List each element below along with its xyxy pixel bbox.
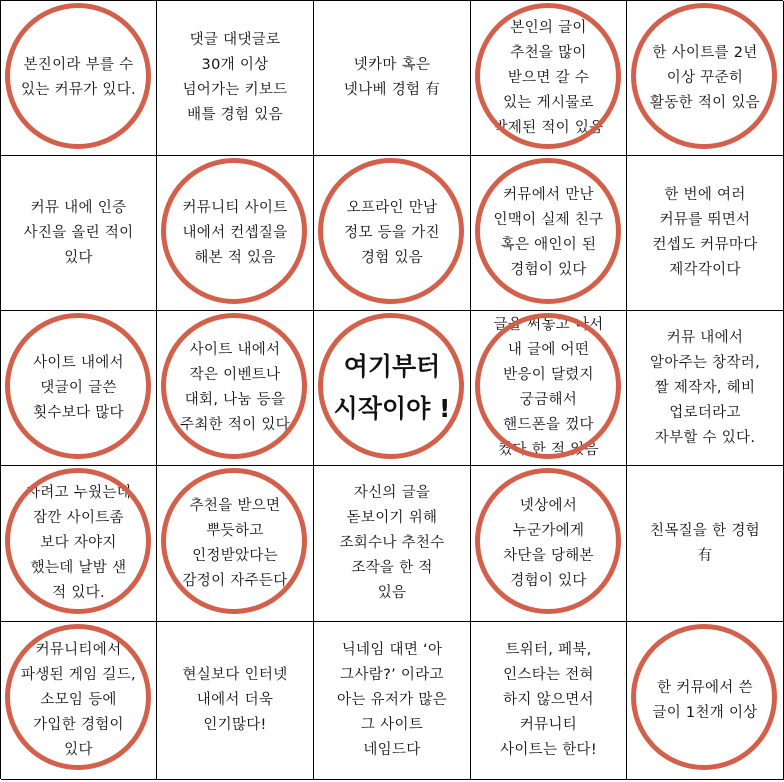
bingo-cell-text: 자려고 누웠는데 잠깐 사이트좀 보다 자야지 했는데 날밤 샌 적 있다. (25, 485, 132, 601)
bingo-cell[interactable] (627, 622, 784, 780)
bingo-cell[interactable] (157, 156, 314, 311)
bingo-cell-text: 글을 써놓고 나서 내 글에 어떤 반응이 달렸지 궁금해서 핸드폰을 껐다 켰다 한 적 있음 (493, 317, 604, 458)
bingo-cell[interactable] (471, 311, 627, 466)
bingo-cell[interactable] (157, 311, 314, 466)
bingo-cell-text: 트위터, 페북, 인스타는 전혀 하지 않으면서 커뮤니티 사이트는 한다! (500, 642, 597, 758)
bingo-cell[interactable] (157, 466, 314, 622)
bingo-cell[interactable] (1, 156, 157, 311)
bingo-cell[interactable] (1, 311, 157, 466)
bingo-cell-text: 닉네임 대면 ‘아 그사람?’ 이라고 아는 유저가 많은 그 사이트 네임드다 (337, 642, 447, 758)
bingo-cell[interactable] (314, 622, 471, 780)
bingo-cell-text: 커뮤니티 사이트 내에서 컨셉질을 해본 적 있음 (182, 199, 288, 266)
bingo-cell[interactable] (627, 156, 784, 311)
bingo-cell-text: 본인의 글이 추천을 많이 받으면 갈 수 있는 게시물로 박제된 적이 있음 (493, 19, 604, 136)
bingo-cell[interactable] (627, 1, 784, 156)
bingo-cell[interactable] (627, 311, 784, 466)
bingo-cell-text: 커뮤 내에서 알아주는 창작러, 짤 제작자, 헤비 업로더라고 자부할 수 있다. (650, 329, 760, 446)
bingo-cell-text: 커뮤 내에 인증 사진을 올린 적이 있다 (23, 199, 134, 266)
bingo-cell-text: 커뮤에서 만난 인맥이 실제 친구 혹은 애인이 된 경험이 있다 (493, 187, 604, 278)
bingo-cell-text: 사이트 내에서 작은 이벤트나 대회, 나눔 등을 주최한 적이 있다 (180, 342, 290, 433)
bingo-cell[interactable] (314, 466, 471, 622)
bingo-cell-text: 한 번에 여러 커뮤를 뛰면서 컨셉도 커뮤마다 제각각이다 (652, 187, 758, 278)
bingo-cell-text: 오프라인 만남 정모 등을 가진 경험 있음 (344, 199, 440, 266)
bingo-cell-text: 친목질을 한 경험 有 (650, 522, 760, 564)
bingo-cell-text: 추천을 받으면 뿌듯하고 인정받았다는 감정이 자주든다 (182, 497, 288, 589)
bingo-cell-text: 여기부터 시작이야 ! (333, 352, 451, 423)
bingo-cell[interactable] (314, 1, 471, 156)
bingo-cell[interactable] (471, 156, 627, 311)
bingo-cell[interactable] (471, 466, 627, 622)
bingo-cell-text: 현실보다 인터넷 내에서 더욱 인기많다! (182, 667, 288, 733)
bingo-cell-text: 넷상에서 누군가에게 차단을 당해본 경험이 있다 (503, 497, 594, 589)
bingo-cell-text: 한 사이트를 2년 이상 꾸준히 활동한 적이 있음 (650, 44, 760, 111)
bingo-cell[interactable] (1, 622, 157, 780)
bingo-cell-text: 본진이라 부를 수 있는 커뮤가 있다. (21, 57, 136, 98)
bingo-cell[interactable] (627, 466, 784, 622)
bingo-cell[interactable] (314, 156, 471, 311)
bingo-cell-text: 넷카마 혹은 넷나베 경험 有 (343, 57, 441, 98)
bingo-cell[interactable] (157, 622, 314, 780)
bingo-cell-text: 사이트 내에서 댓글이 글쓴 횟수보다 많다 (33, 354, 124, 421)
bingo-cell[interactable] (1, 466, 157, 622)
bingo-cell-text: 댓글 대댓글로 30개 이상 넘어가는 키보드 배틀 경험 있음 (182, 32, 288, 123)
bingo-cell[interactable] (471, 622, 627, 780)
bingo-cell[interactable] (1, 1, 157, 156)
bingo-center-cell[interactable] (314, 311, 471, 466)
bingo-cell[interactable] (471, 1, 627, 156)
bingo-cell-text: 자신의 글을 돋보이기 위해 조회수나 추천수 조작을 한 적 있음 (339, 485, 445, 601)
bingo-cell[interactable] (157, 1, 314, 156)
bingo-cell-text: 커뮤니티에서 파생된 게임 길드, 소모임 등에 가입한 경험이 있다 (21, 642, 136, 758)
bingo-cell-text: 한 커뮤에서 쓴 글이 1천개 이상 (652, 679, 758, 721)
